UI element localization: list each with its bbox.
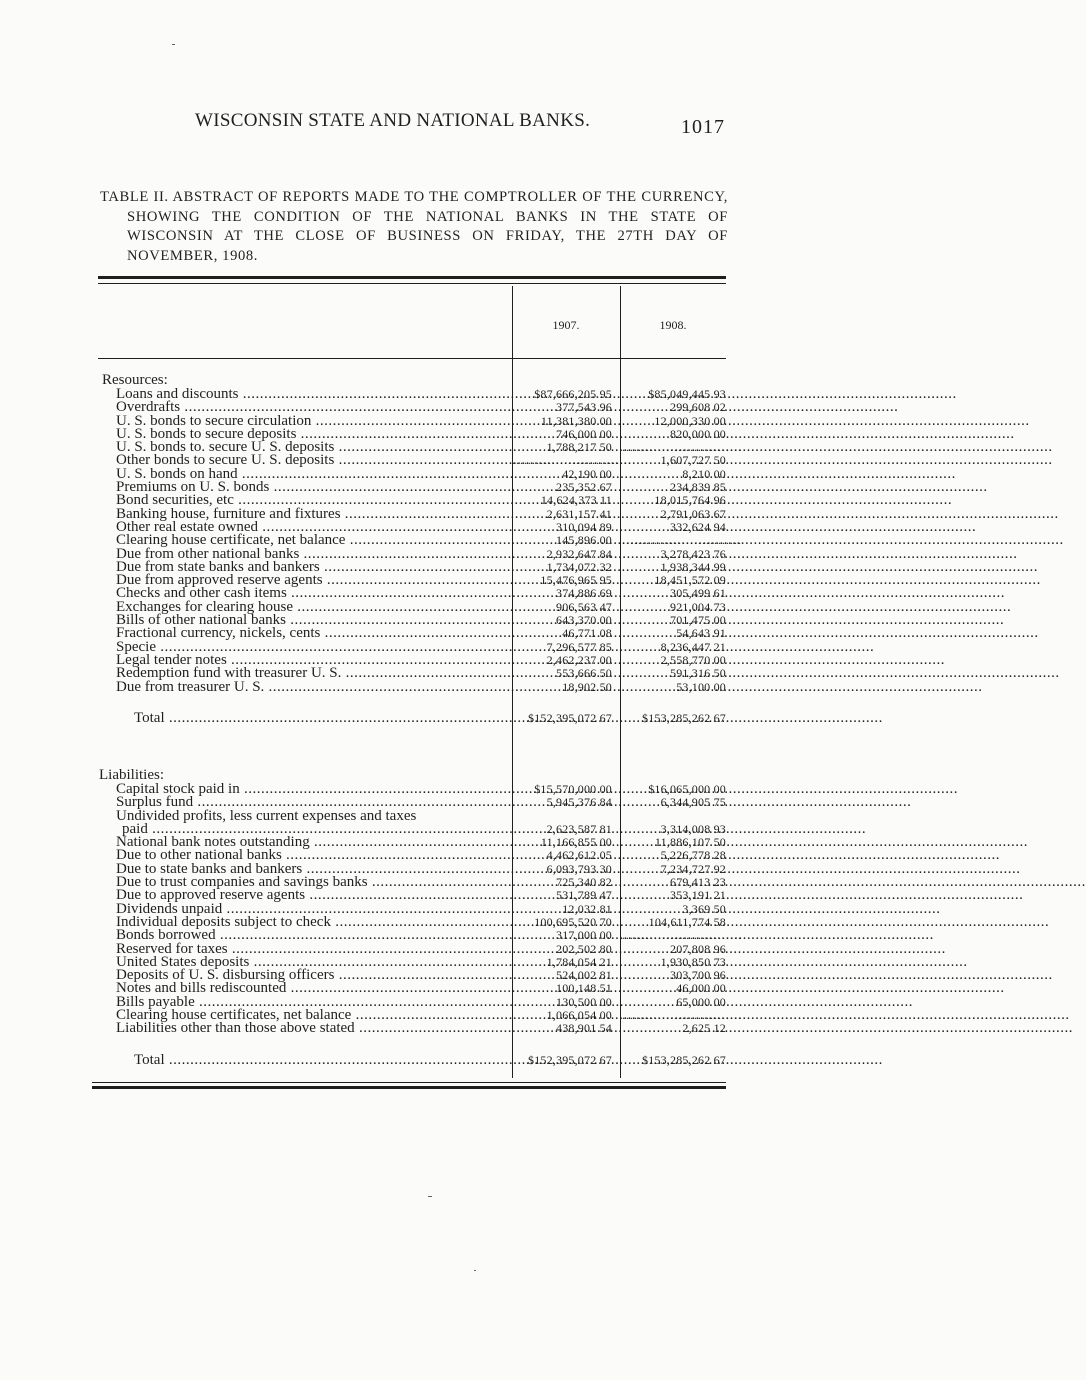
resource-value-1907: 906,563 47: [556, 599, 612, 614]
resource-row-label: Other real estate owned .....: [116, 521, 508, 534]
resource-row-label: U. S. bonds to secure circulation .....: [116, 415, 508, 428]
resource-value-1908: 1,607,727 50: [660, 453, 726, 468]
liability-row-label: Bills payable .....: [116, 996, 508, 1009]
liability-row-label: Dividends unpaid .....: [116, 903, 508, 916]
liability-value-1908: 207,808 96: [670, 941, 726, 956]
resource-value-1908: 701,475 00: [670, 613, 726, 628]
liability-row-label: Capital stock paid in .....: [116, 783, 508, 796]
liability-row-label: Deposits of U. S. disbursing officers .....: [116, 969, 508, 982]
resource-value-1907: 2,462,237 00: [546, 652, 612, 667]
liability-value-1908: 679,413 23: [670, 875, 726, 890]
resource-row-label: Due from state banks and bankers .....: [116, 561, 508, 574]
resource-value-1907: 553,666 50: [556, 666, 612, 681]
resource-row-label: Due from treasurer U. S. .....: [116, 681, 508, 694]
resource-value-1907: 643,370 00: [556, 613, 612, 628]
resource-value-1908: 1,938,344 99: [660, 559, 726, 574]
liability-value-1907: 100,695,520 70: [534, 914, 612, 929]
print-speck: [474, 1270, 476, 1271]
liability-value-1908: 303,700 96: [670, 968, 726, 983]
liabilities-rows: [0, 783, 859, 1036]
resource-row-label: Clearing house certificate, net balance .....: [116, 534, 508, 547]
resource-value-1907: 377,543 96: [556, 400, 612, 415]
resource-row-label: Due from other national banks .....: [116, 548, 508, 561]
liability-value-1907: 202,502 80: [556, 941, 612, 956]
resource-row-label: Due from approved reserve agents .....: [116, 574, 508, 587]
column-header-1908: 1908.: [659, 318, 687, 332]
total-label: Total .....: [134, 1054, 526, 1067]
resource-value-1907: 42,190 00: [562, 466, 612, 481]
liability-row-label: Bonds borrowed .....: [116, 929, 508, 942]
resource-value-1908: 54,643 91: [676, 626, 726, 641]
liability-value-1907: 11,166,855 00: [540, 835, 612, 850]
resource-value-1908: 332,624 94: [670, 519, 726, 534]
resource-value-1908: 18,451,572 09: [654, 573, 726, 588]
liability-value-1908: 5,226,778 28: [660, 848, 726, 863]
resource-value-1907: 235,352 67: [556, 480, 612, 495]
liability-value-1908: $16,065,000 00: [648, 782, 726, 796]
liability-value-1908: 65,000 00: [676, 994, 726, 1009]
liability-value-1908: 6,344,905 75: [660, 795, 726, 810]
resource-value-1908: $85,049,445 93: [648, 387, 726, 401]
empty-cell-leader: ..............................: [622, 533, 742, 548]
resource-value-1908: 921,004 73: [670, 599, 726, 614]
liability-row-label: Reserved for taxes .....: [116, 943, 508, 956]
resource-value-1908: 3,278,423 76: [660, 546, 726, 561]
liabilities-total: [0, 1054, 859, 1067]
liability-row-label: Due to trust companies and savings banks .....: [116, 876, 508, 889]
resource-value-1907: 18,902 50: [562, 679, 612, 694]
liability-row-label: United States deposits .....: [116, 956, 508, 969]
liability-value-1907: 1,784,054 21: [546, 954, 612, 969]
liabilities-total-1908: $153,285,262 67: [642, 1053, 726, 1067]
liability-value-1907: 531,789 47: [556, 888, 612, 903]
liability-value-1908: 46,000 00: [676, 981, 726, 996]
liability-row-label: Due to other national banks .....: [116, 849, 508, 862]
resource-row-label: Loans and discounts .....: [116, 388, 508, 401]
empty-cell-leader: ..............................: [622, 440, 742, 455]
liability-value-1907: 317,000 00: [556, 928, 612, 943]
liability-value-1907: $15,570,000 00: [534, 782, 612, 796]
resource-value-1908: 53,100 00: [676, 679, 726, 694]
resources-total-1907: $152,395,072 67: [528, 711, 612, 725]
resources-rows: [0, 388, 859, 694]
liability-row-label: Clearing house certificates, net balance .....: [116, 1009, 508, 1022]
liability-value-1908: 2,625 12: [682, 1021, 726, 1036]
resource-value-1908: 12,000,330 00: [654, 413, 726, 428]
caption-text: TABLE II. ABSTRACT OF REPORTS MADE TO THE COMPTROLLER OF THE CURRENCY, SHOWING THE CONDITION OF THE NATIONAL BANKS IN THE STATE OF WISCONSIN AT THE CLOSE OF BUSINESS ON FRIDAY, THE 27TH DAY OF NOVEMBER, 1908.: [100, 189, 728, 264]
resource-value-1908: 2,791,063 67: [660, 506, 726, 521]
resource-value-1908: 8,210 00: [682, 466, 726, 481]
empty-cell-leader: ..............................: [622, 1008, 742, 1023]
top-thin-rule: [98, 283, 726, 284]
liability-row-label: Due to approved reserve agents .....: [116, 889, 508, 902]
print-speck: [428, 1196, 432, 1197]
liability-row-label: Surplus fund .....: [116, 796, 508, 809]
running-head: WISCONSIN STATE AND NATIONAL BANKS.: [195, 110, 591, 131]
total-label: Total .....: [134, 712, 526, 725]
liabilities-heading: Liabilities:: [99, 767, 164, 783]
liability-value-1908: 353,191 21: [670, 888, 726, 903]
resources-total-row: [0, 712, 859, 725]
resource-value-1907: 2,932,647 84: [546, 546, 612, 561]
header-bottom-rule: [98, 358, 726, 359]
liability-row-label: National bank notes outstanding .....: [116, 836, 508, 849]
liability-value-1908: 104,611,774 58: [648, 914, 726, 929]
resource-row-label: Overdrafts .....: [116, 401, 508, 414]
resources-total-1908: $153,285,262 67: [642, 711, 726, 725]
print-speck: [172, 44, 175, 45]
resource-value-1907: $87,666,205 95: [534, 387, 612, 401]
liability-value-1907: 5,945,376 84: [546, 795, 612, 810]
resource-value-1907: 7,296,577 85: [546, 639, 612, 654]
resource-row-label: U. S. bonds to secure deposits .....: [116, 428, 508, 441]
resource-row-label: Bond securities, etc .....: [116, 494, 508, 507]
resource-value-1908: 2,558,770 00: [660, 652, 726, 667]
resource-value-1908: 8,236,447 21: [660, 639, 726, 654]
resource-row-label: Exchanges for clearing house .....: [116, 601, 508, 614]
resource-value-1908: 305,499 61: [670, 586, 726, 601]
resource-value-1908: 820,000 00: [670, 426, 726, 441]
liability-value-1907: 438,901 54: [556, 1021, 612, 1036]
liability-value-1907: 130,500 00: [556, 994, 612, 1009]
liability-row-label: Individual deposits subject to check .....: [116, 916, 508, 929]
resource-value-1907: 46,771 08: [562, 626, 612, 641]
resource-row-label: Checks and other cash items .....: [116, 587, 508, 600]
liability-row-label: Liabilities other than those above stated .....: [116, 1022, 508, 1035]
resource-value-1907: 1,788,217 50: [546, 440, 612, 455]
resources-total: [0, 712, 859, 725]
page-number: 1017: [681, 116, 725, 138]
liability-value-1907: 6,093,793 30: [546, 861, 612, 876]
liability-value-1907: 4,462,612 05: [546, 848, 612, 863]
resource-value-1907: 374,886 69: [556, 586, 612, 601]
liability-row-label: Due to state banks and bankers .....: [116, 863, 508, 876]
resource-value-1907: 1,734,072 32: [546, 559, 612, 574]
liability-value-1908: 3,314,008 93: [660, 821, 726, 836]
liability-value-1907: 2,623,587 81: [546, 821, 612, 836]
resource-value-1907: 310,094 89: [556, 519, 612, 534]
resource-value-1907: 11,381,380 00: [540, 413, 612, 428]
resource-row-label: Other bonds to secure U. S. deposits .....: [116, 454, 508, 467]
resource-row-label: Fractional currency, nickels, cents .....: [116, 627, 508, 640]
liability-value-1907: 524,002 81: [556, 968, 612, 983]
resource-row-label: Redemption fund with treasurer U. S. .....: [116, 667, 508, 680]
bottom-thin-rule: [92, 1082, 726, 1083]
resource-row-label: U. S. bonds to. secure U. S. deposits .....: [116, 441, 508, 454]
liability-value-1908: 3,369 50: [682, 901, 726, 916]
column-header-1907: 1907.: [552, 318, 580, 332]
liability-value-1908: 11,886,107 50: [654, 835, 726, 850]
resource-row-label: Premiums on U. S. bonds .....: [116, 481, 508, 494]
liability-row-label: Undivided profits, less current expenses and taxes: [116, 807, 417, 824]
resource-value-1908: 299,608 02: [670, 400, 726, 415]
liability-value-1907: 12,032 81: [562, 901, 612, 916]
resources-heading: Resources:: [102, 372, 168, 388]
resource-value-1907: 15,476,965 95: [540, 573, 612, 588]
table-row: [0, 1022, 859, 1035]
resource-value-1908: 234,839 85: [670, 480, 726, 495]
liabilities-total-1907: $152,395,072 67: [528, 1053, 612, 1067]
liability-value-1908: 1,930,850 73: [660, 954, 726, 969]
bottom-thick-rule: [92, 1086, 726, 1089]
liability-row-label: paid .....: [122, 823, 514, 836]
liability-row-label: Notes and bills rediscounted .....: [116, 982, 508, 995]
liability-value-1907: 1,066,054 00: [546, 1008, 612, 1023]
empty-cell-leader: ..............................: [622, 928, 742, 943]
resource-value-1907: 2,631,157 41: [546, 506, 612, 521]
resource-value-1907: 746,000 00: [556, 426, 612, 441]
resource-value-1907: 14,624,373 11: [540, 493, 612, 508]
top-thick-rule: [98, 276, 726, 279]
resource-row-label: Legal tender notes .....: [116, 654, 508, 667]
resource-row-label: Specie .....: [116, 641, 508, 654]
resource-value-1907: 145,896 00: [556, 533, 612, 548]
resource-value-1908: 591,316 50: [670, 666, 726, 681]
liability-value-1907: 100,148 51: [556, 981, 612, 996]
liability-value-1908: 7,234,727 92: [660, 861, 726, 876]
table-caption: [100, 188, 728, 266]
resource-row-label: U. S. bonds on hand .....: [116, 468, 508, 481]
resource-row-label: Banking house, furniture and fixtures .....: [116, 508, 508, 521]
resource-row-label: Bills of other national banks .....: [116, 614, 508, 627]
liability-value-1907: 725,340 82: [556, 875, 612, 890]
table-row: [0, 678, 859, 695]
resource-value-1908: 18,015,764 96: [654, 493, 726, 508]
empty-cell-leader: ..............................: [512, 453, 632, 468]
liabilities-total-row: [0, 1054, 859, 1067]
